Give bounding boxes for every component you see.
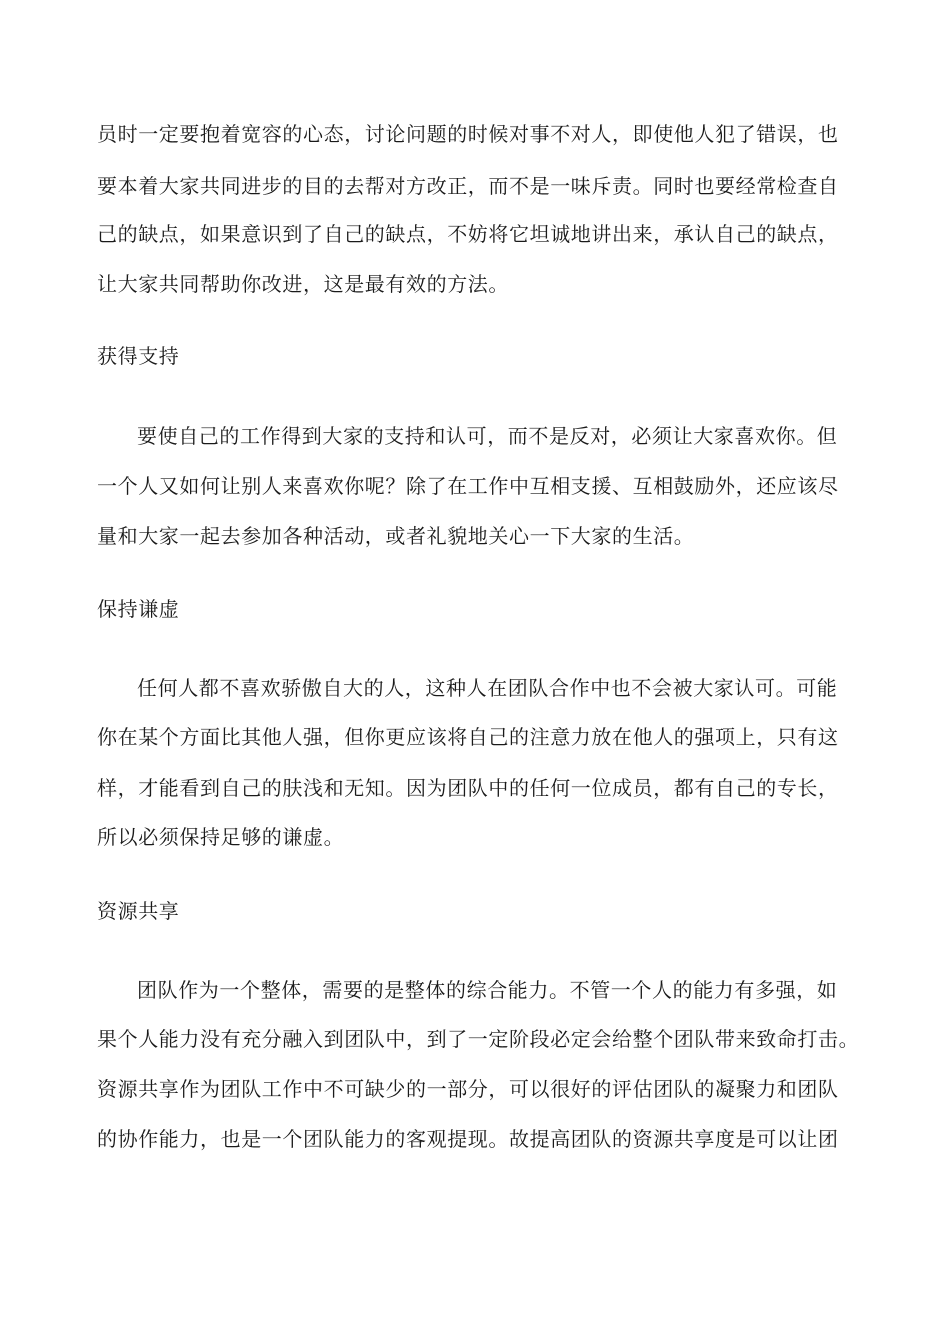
paragraph-line: 要使自己的工作得到大家的支持和认可，而不是反对，必须让大家喜欢你。但 [137,424,838,448]
paragraph-line: 己的缺点，如果意识到了自己的缺点，不妨将它坦诚地讲出来，承认自己的缺点， [97,222,839,246]
paragraph-line: 员时一定要抱着宽容的心态，讨论问题的时候对事不对人，即使他人犯了错误，也 [97,122,839,146]
paragraph-line: 量和大家一起去参加各种活动，或者礼貌地关心一下大家的生活。 [97,524,695,548]
section-heading-support: 获得支持 [97,344,180,368]
paragraph-line: 要本着大家共同进步的目的去帮对方改正，而不是一味斥责。同时也要经常检查自 [97,174,839,198]
paragraph-line: 你在某个方面比其他人强，但你更应该将自己的注意力放在他人的强项上，只有这 [97,725,839,749]
paragraph-line: 一个人又如何让别人来喜欢你呢？除了在工作中互相支援、互相鼓励外，还应该尽 [97,474,839,498]
paragraph-line: 的协作能力，也是一个团队能力的客观提现。故提高团队的资源共享度是可以让团 [97,1127,839,1151]
paragraph-line: 果个人能力没有充分融入到团队中，到了一定阶段必定会给整个团队带来致命打击。 [97,1027,860,1051]
section-heading-modest: 保持谦虚 [97,597,180,621]
paragraph-line: 资源共享作为团队工作中不可缺少的一部分，可以很好的评估团队的凝聚力和团队 [97,1077,839,1101]
paragraph-line: 任何人都不喜欢骄傲自大的人，这种人在团队合作中也不会被大家认可。可能 [137,676,838,700]
paragraph-line: 所以必须保持足够的谦虚。 [97,825,345,849]
paragraph-line: 团队作为一个整体，需要的是整体的综合能力。不管一个人的能力有多强，如 [137,978,838,1002]
paragraph-line: 让大家共同帮助你改进，这是最有效的方法。 [97,272,509,296]
paragraph-line: 样，才能看到自己的肤浅和无知。因为团队中的任何一位成员，都有自己的专长， [97,776,839,800]
section-heading-share: 资源共享 [97,899,180,923]
